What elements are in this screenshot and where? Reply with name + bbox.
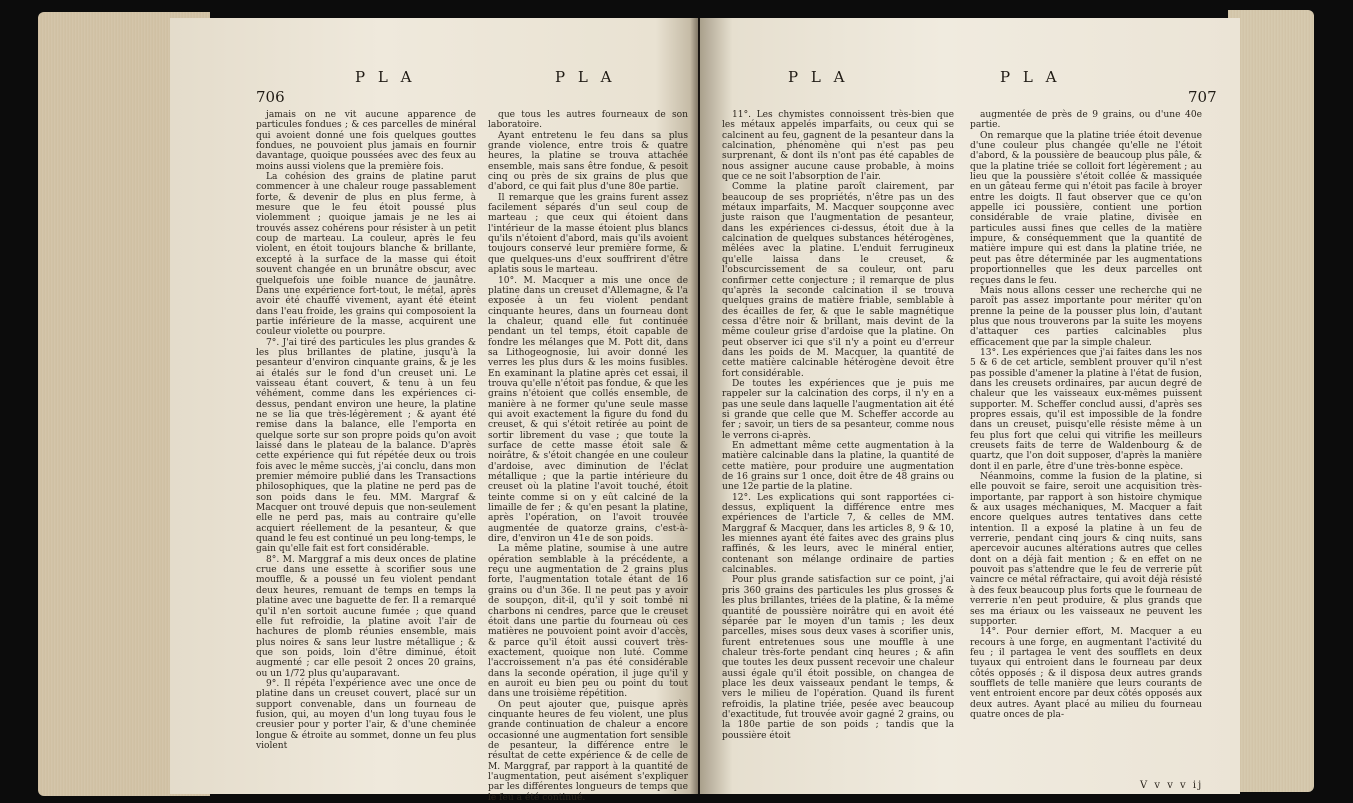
running-header: P L A	[355, 68, 416, 86]
paragraph: 11°. Les chymistes connoissent très-bien que les métaux appelés imparfaits, ou ceux qui se calcinent au feu, gagnent de la pesanteur dans la calcination, phénomène qui n'est pas peu surprenant, & dont ils n'ont pas été capables de nous assigner aucune cause probable, à moins que ce ne soit l'absorption de l'air.	[722, 110, 954, 183]
paragraph: On remarque que la platine triée étoit devenue d'une couleur plus changée qu'elle ne l'étoit d'abord, & la poussière de beaucoup plus pâle, & que la platine triée se colloit fort légèrement ; au lieu que la poussière s'étoit collée & massiquée en un gâteau ferme qui n'étoit pas facile à broyer entre les doigts. Il faut observer que ce qu'on appelle ici poussière, contient une portion considérable de vraie platine, divisée en particules aussi fines que celles de la matière impure, & conséquemment que la quantité de matière impure qui est dans la platine triée, ne peut pas être déterminée par les augmentations proportionnelles que les deux parcelles ont reçues dans le feu.	[970, 130, 1202, 286]
paragraph: La cohésion des grains de platine parut commencer à une chaleur rouge passablement forte, & devenir de plus en plus ferme, à mesure que le feu étoit poussé plus violemment ; quoique jamais je ne les ai trouvés assez cohérens pour résister à un petit coup de marteau. La couleur, après le feu violent, en étoit toujours blanche & brillante, excepté à la surface de la masse qui étoit souvent changée en un brunâtre obscur, avec quelquefois une foible nuance de jaunâtre. Dans une expérience fort-tout, le métal, après avoir été chauffé vivement, ayant été éteint dans l'eau froide, les grains qui composoient la partie inférieure de la masse, acquirent une couleur violette ou pourpre.	[256, 172, 476, 338]
paragraph: La même platine, soumise à une autre opération semblable à la précédente, a reçu une augmentation de 2 grains plus forte, l'augmentation totale étant de 16 grains ou d'un 36e. Il ne peut pas y avoir de soupçon, dit-il, qu'il y soit tombé ni charbons ni cendres, parce que le creuset étoit dans une partie du fourneau où ces matières ne pouvoient point avoir d'accès, & parce qu'il étoit aussi couvert très-exactement, quoique non luté. Comme l'accroissement n'a pas été considérable dans la seconde opération, il juge qu'il y en auroit eu bien peu ou point du tout dans une troisième répétition.	[488, 544, 688, 700]
paragraph: 13°. Les expériences que j'ai faites dans les nos 5 & 6 de cet article, semblent prouver qu'il n'est pas possible d'amener la platine à l'état de fusion, dans les creusets ordinaires, par aucun degré de chaleur que les vaisseaux eux-mêmes puissent supporter. M. Scheffer conclud aussi, d'après ses propres essais, qu'il est impossible de la fondre dans un creuset, puisqu'elle résiste même à un feu plus fort que celui qui vitrifie les meilleurs creusets faits de terre de Waldenbourg & de quartz, que l'on doit supposer, d'après la manière dont il en parle, être d'une très-bonne espèce.	[970, 347, 1202, 472]
page-number: 707	[1188, 88, 1217, 106]
running-header: P L A	[788, 68, 849, 86]
paragraph: Pour plus grande satisfaction sur ce point, j'ai pris 360 grains des particules les plus grosses & les plus brillantes, triées de la platine, & la même quantité de poussière noirâtre qui en avoit été séparée par le moyen d'un tamis ; les deux parcelles, mises sous deux vases à scorifier unis, furent entretenues sous une mouffle à une chaleur très-forte pendant cinq heures ; & afin que toutes les deux pussent recevoir une chaleur aussi égale qu'il étoit possible, on changea de place les deux vaisseaux pendant le temps, & vers le milieu de l'opération. Quand ils furent refroidis, la platine triée, pesée avec beaucoup d'exactitude, fut trouvée avoir gagné 2 grains, ou la 180e partie de son poids ; tandis que la poussière étoit	[722, 575, 954, 741]
paragraph: 12°. Les explications qui sont rapportées ci-dessus, expliquent la différence entre mes expériences de l'article 7, & celles de MM. Marggraf & Macquer, dans les articles 8, 9 & 10, les miennes ayant été faites avec des grains plus raffinés, & les leurs, avec le minéral entier, contenant son mélange ordinaire de parties calcinables.	[722, 492, 954, 576]
right-page-edges	[1228, 10, 1314, 792]
paragraph: On peut ajouter que, puisque après cinquante heures de feu violent, une plus grande continuation de chaleur a encore occasionné une augmentation fort sensible de pesanteur, la différence entre le résultat de cette expérience & de celle de M. Marggraf, par rapport à la quantité de l'augmentation, peut aisément s'expliquer par les différentes longueurs de temps que le feu a été continué.	[488, 699, 688, 803]
paragraph: 9°. Il répéta l'expérience avec une once de platine dans un creuset couvert, placé sur un support convenable, dans un fourneau de fusion, qui, au moyen d'un long tuyau fous le creusier pour y porter l'air, & d'une cheminée longue & étroite au sommet, donne un feu plus violent	[256, 678, 476, 751]
paragraph: De toutes les expériences que je puis me rappeler sur la calcination des corps, il n'y en a pas une seule dans laquelle l'augmentation ait été si grande que celle que M. Scheffer accorde au fer ; savoir, un tiers de sa pesanteur, comme nous le verrons ci-après.	[722, 378, 954, 441]
running-header: P L A	[1000, 68, 1061, 86]
paragraph: En admettant même cette augmentation à la matière calcinable dans la platine, la quantité de cette matière, pour produire une augmentation de 16 grains sur 1 once, doit être de 48 grains ou une 12e partie de la platine.	[722, 441, 954, 493]
paragraph: que tous les autres fourneaux de son laboratoire.	[488, 110, 688, 131]
paragraph: 7°. J'ai tiré des particules les plus grandes & les plus brillantes de platine, jusqu'à la pesanteur d'environ cinquante grains, & je les ai étalés sur le fond d'un creuset uni. Le vaisseau étant couvert, & tenu à un feu véhément, comme dans les expériences ci-dessus, pendant environ une heure, la platine ne se lia que très-légèrement ; & ayant été remise dans la balance, elle l'emporta en quelque sorte sur son propre poids qu'on avoit laissé dans le plateau de la balance. D'après cette expérience qui fut répétée deux ou trois fois avec le même succès, j'ai conclu, dans mon premier mémoire publié dans les Transactions philosophiques, que la platine ne perd pas de son poids dans le feu. MM. Margraf & Macquer ont trouvé depuis que non-seulement elle ne perd pas, mais au contraire qu'elle acquiert réellement de la pesanteur, & que quand le feu est continué un peu long-temps, le gain qu'elle fait est fort considérable.	[256, 337, 476, 555]
paragraph: 8°. M. Marggraf a mis deux onces de platine crue dans une essette à scorifier sous une mouffle, & a poussé un feu violent pendant deux heures, remuant de temps en temps la platine avec une baguette de fer. Il a remarqué qu'il n'en sortoit aucune fumée ; que quand elle fut refroidie, la platine avoit l'air de hachures de plomb réunies ensemble, mais plus noires & sans leur lustre métallique ; & que son poids, loin d'être diminué, étoit augmenté ; car elle pesoit 2 onces 20 grains, ou un 1/72 plus qu'auparavant.	[256, 554, 476, 679]
paragraph: Il remarque que les grains furent assez facilement séparés d'un seul coup de marteau ; que ceux qui étoient dans l'intérieur de la masse étoient plus blancs qu'ils n'étoient d'abord, mais qu'ils avoient toujours conservé leur première forme, & que quelques-uns d'eux souffrirent d'être aplatis sous le marteau.	[488, 192, 688, 276]
paragraph: Mais nous allons cesser une recherche qui ne paroît pas assez importante pour mériter qu'on prenne la peine de la pousser plus loin, d'autant plus que nous trouverons par la suite les moyens d'attaquer ces parties calcinables plus efficacement que par la simple chaleur.	[970, 285, 1202, 348]
paragraph: Ayant entretenu le feu dans sa plus grande violence, entre trois & quatre heures, la platine se trouva attachée ensemble, mais sans être fondue, & pesoit cinq ou près de six grains de plus que d'abord, ce qui fait plus d'une 80e partie.	[488, 130, 688, 193]
left-page	[170, 18, 698, 803]
paragraph: Néanmoins, comme la fusion de la platine, si elle pouvoit se faire, seroit une acquisition très-importante, par rapport à son histoire chymique & aux usages méchaniques, M. Macquer a fait encore quelques autres tentatives dans cette intention. Il a exposé la platine à un feu de verrerie, pendant cinq jours & cinq nuits, sans apercevoir aucunes altérations autres que celles dont on a déjà fait mention ; & en effet on ne pouvoit pas s'attendre que le feu de verrerie pût vaincre ce métal réfractaire, qui avoit déjà résisté à des feux beaucoup plus forts que le fourneau de verrerie n'en peut produire, & plus grands que ses ma ériaux ou les vaisseaux ne peuvent les supporter.	[970, 472, 1202, 627]
paragraph: augmentée de près de 9 grains, ou d'une 40e partie.	[970, 110, 1202, 131]
right-page	[700, 18, 1240, 794]
text-column-1	[256, 110, 476, 770]
page-number: 706	[256, 88, 285, 106]
running-header: P L A	[555, 68, 616, 86]
text-column-2	[488, 110, 688, 803]
paragraph: Comme la platine paroît clairement, par beaucoup de ses propriétés, n'être pas un des métaux imparfaits, M. Macquer soupçonne avec juste raison que l'augmentation de pesanteur, dans les expériences ci-dessus, étoit due à la calcination de quelques substances hétérogènes, mêlées avec la platine. L'enduit ferrugineux qu'elle laissa dans le creuset, & l'obscurcissement de sa couleur, ont paru confirmer cette conjecture ; il remarque de plus qu'après la seconde calcination il se trouva quelques grains de matière friable, semblable à des écailles de fer, & que le sable magnétique cessa d'être noir & brillant, mais devint de la même couleur grise d'ardoise que la platine. On peut observer ici que s'il n'y a point eu d'erreur dans les poids de M. Macquer, la quantité de cette matière calcinable hétérogène devoit être fort considérable.	[722, 182, 954, 379]
paragraph: jamais on ne vit aucune apparence de particules fondues ; & ces parcelles de minéral qui avoient donné une fois quelques gouttes fondues, ne pouvoient plus jamais en fournir davantage, quoique poussées avec des feux au moins aussi violens que la première fois.	[256, 110, 476, 172]
paragraph: 10°. M. Macquer a mis une once de platine dans un creuset d'Allemagne, & l'a exposée à un feu violent pendant cinquante heures, dans un fourneau dont la chaleur, quand elle fut continuée pendant un tel temps, étoit capable de fondre les mélanges que M. Pott dit, dans sa Lithogeognosie, lui avoir donné les verres les plus durs & les moins fusibles. En examinant la platine après cet essai, il trouva qu'elle n'étoit pas fondue, & que les grains n'étoient que collés ensemble, de manière à ne former qu'une seule masse qui avoit exactement la figure du fond du creuset, & qui s'étoit retirée au point de sortir librement du vase ; que toute la surface de cette masse étoit sale & noirâtre, & s'étoit changée en une couleur d'ardoise, avec diminution de l'éclat métallique ; que la partie intérieure du creuset où la platine l'avoit touché, étoit teinte comme si on y eût calciné de la limaille de fer ; & qu'en pesant la platine, après l'opération, on l'avoit trouvée augmentée de quatorze grains, c'est-à-dire, d'environ un 41e de son poids.	[488, 275, 688, 545]
paragraph: 14°. Pour dernier effort, M. Macquer a eu recours à une forge, en augmentant l'activité du feu ; il partagea le vent des soufflets en deux tuyaux qui entroient dans le fourneau par deux côtés opposés ; & il disposa deux autres grands soufflets de telle manière que leurs courants de vent entroient encore par deux côtés opposés aux deux autres. Ayant placé au milieu du fourneau quatre onces de pla-	[970, 627, 1202, 720]
text-column-2	[970, 110, 1202, 770]
text-column-1	[722, 110, 954, 770]
signature-mark: V v v v ij	[1140, 780, 1204, 791]
